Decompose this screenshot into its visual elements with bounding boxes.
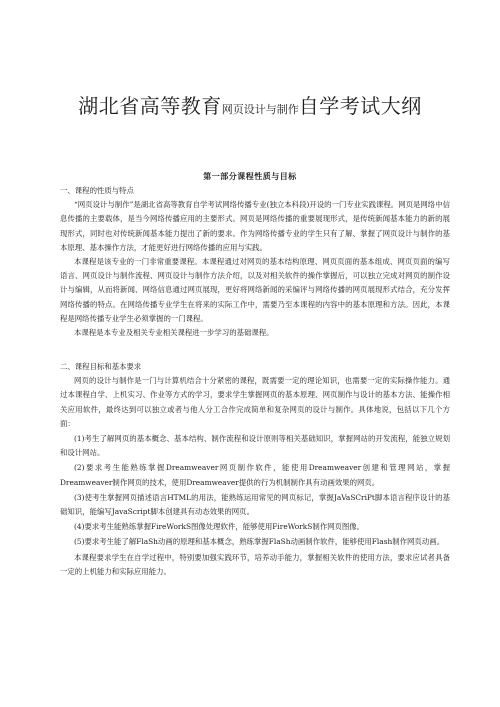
document-title (0, 90, 500, 119)
paragraph: 本课程是该专业的一门非常重要课程。本课程通过对网页的基本结构原理、网页页面的基本组成、网页页面的编写语言、网页设计与制作流程、网页设计与制作方法介绍，以及对相关软件的操作掌握后，可以独立完成对网页的制作设计与编辑，从而将新闻、网络信息通过网页展现，更好将网络新闻的采编评与网络传播的网页展现形式结合，充分发挥网络传播的特点。在网络传播专业学生在将来的实际工作中，需要乃至本课程的内容中的基本原理和方法。因此，本课程是网络传播专业学生必须掌握的一门课程。 (60, 257, 450, 323)
paragraph: “网页设计与制作”是湖北省高等教育自学考试网络传播专业(独立本科段)开设的一门专业实践课程。网页是网络中信息传播的主要载体，是当今网络传播应用的主要形式。网页是网络传播的重要展现形式，是传统新闻基本能力的新的展现形式，同时也对传统新闻基本能力提出了新的要求。作为网络传播专业的学生只有了解、掌握了网页设计与制作的基本原理、基本操作方法，才能更好进行网络传播的应用与实践。 (60, 200, 450, 252)
section-course-goals (60, 360, 450, 579)
paragraph: 本课程要求学生在自学过程中，特别要加强实践环节，培养动手能力，掌握相关软件的使用方法，要求应试者具备一定的上机能力和实际应用能力。 (60, 552, 450, 576)
title-part-3: 自学考试大纲 (298, 94, 422, 118)
title-part-1: 湖北省高等教育 (78, 94, 222, 118)
section-course-nature (60, 184, 450, 340)
paragraph: (4)要求考生能熟练掌握FireWorkS图像处理软件，能够使用FireWorkS制作网页图像。 (74, 522, 365, 532)
paragraph: (3)使考生掌握网页描述语言HTML的用法，能熟练运用常见的网页标记，掌握JaVaSCriPt脚本语言程序设计的基础知识，能编写JavaScript脚本创建具有动态效果的网页。 (60, 492, 450, 517)
paragraph: 网页的设计与制作是一门与计算机结合十分紧密的课程，既需要一定的理论知识，也需要一定的实际操作能力。通过本课程自学、上机实习、作业等方式的学习，要求学生掌握网页的基本原理、网页制作与设计的基本方法、能操作相关应用软件，最终达到可以独立或者与他人分工合作完成简单和复杂网页的设计与制作。具体地说，包括以下几个方面： (60, 376, 450, 428)
section-heading: 二、课程目标和基本要求 (60, 362, 142, 371)
paragraph: (1)考生了解网页的基本概念、基本结构、制作流程和设计原则等相关基础知识，掌握网站的开发流程，能独立规划和设计网站。 (60, 434, 450, 458)
part-heading: 第一部分课程性质与目标 (203, 171, 297, 181)
section-heading: 一、课程的性质与特点 (60, 186, 134, 195)
title-course-name: 网页设计与制作 (221, 103, 299, 116)
paragraph: (5)要求考生能了解FlaSh动画的原理和基本概念，熟练掌握FlaSh动画制作软件，能够使用Flash制作网页动画。 (74, 537, 444, 547)
paragraph: (2)要求考生能熟练掌握Dreamweaver网页制作软件，能使用Dreamweaver创建和管理网站，掌握Dreamweaver制作网页的技术，使用Dreamweaver提供的行为机制制作具有动画效果的网页。 (60, 463, 450, 487)
paragraph: 本课程是本专业及相关专业相关课程进一步学习的基础课程。 (74, 328, 274, 338)
